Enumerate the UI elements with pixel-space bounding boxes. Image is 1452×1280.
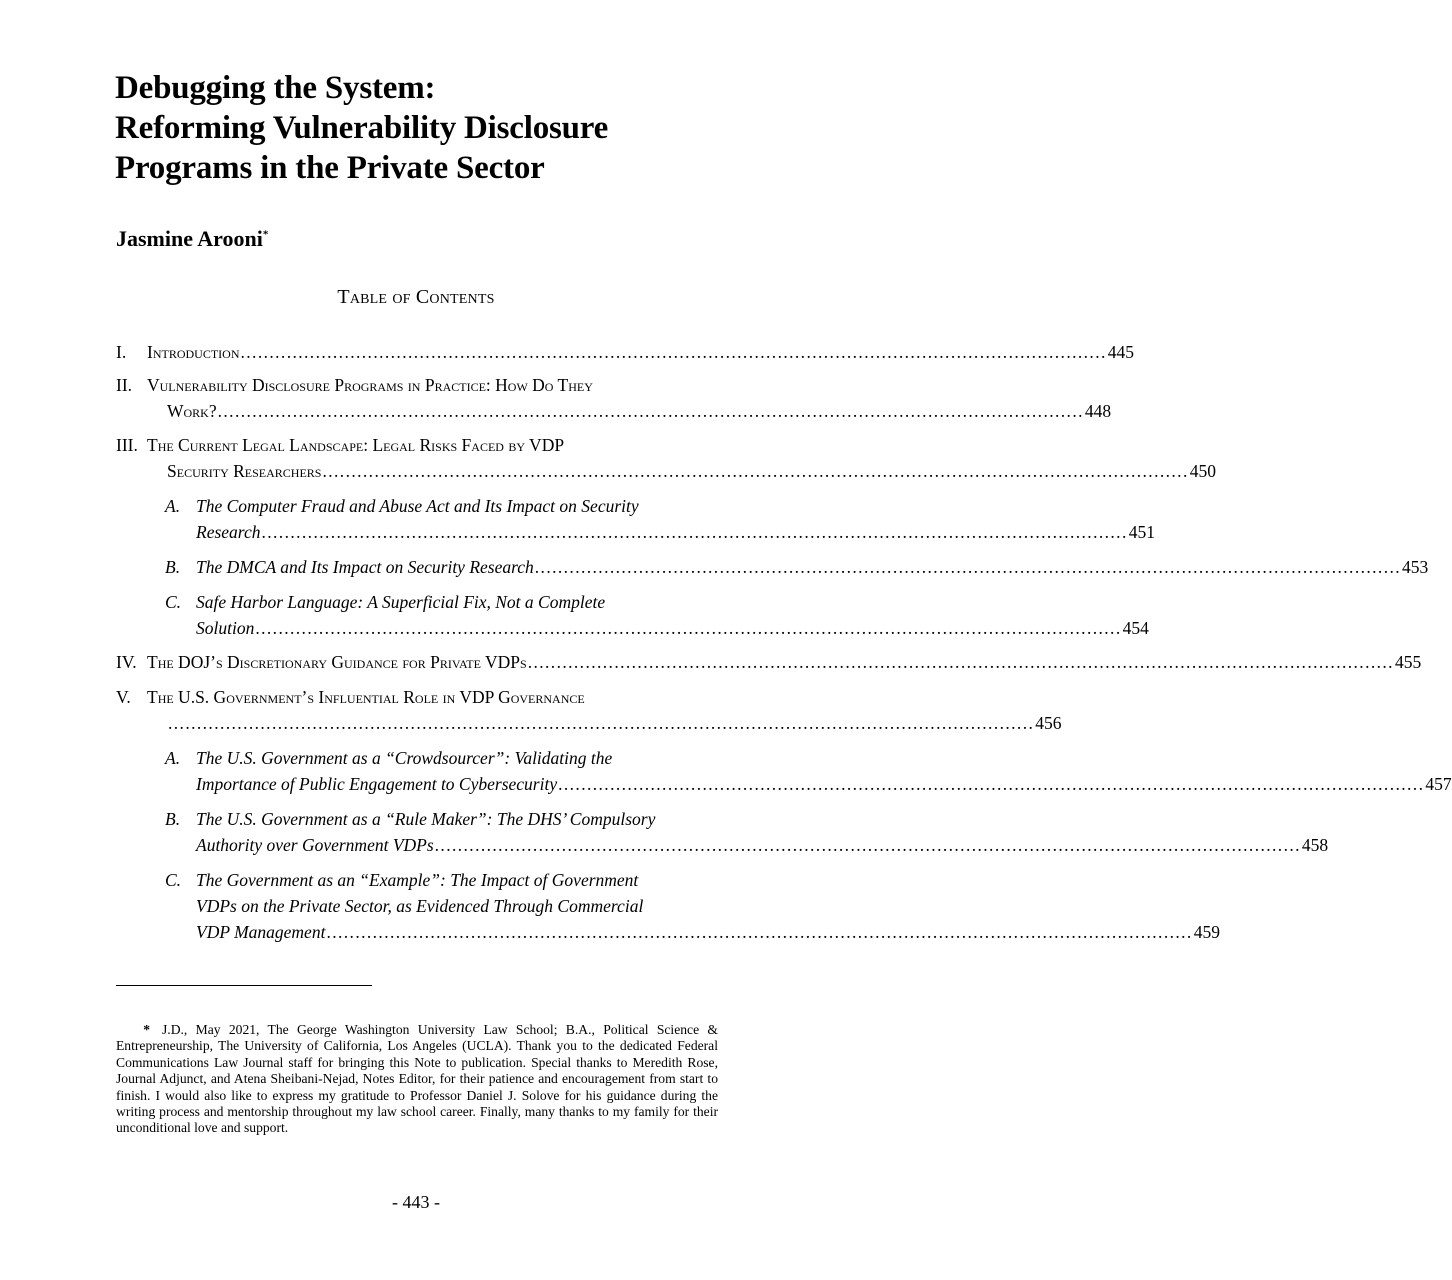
footnote-mark: * [143, 1022, 150, 1037]
toc-entry-line [167, 710, 1062, 736]
toc-entry-line [196, 519, 1155, 545]
toc-entry-number: B. [165, 557, 181, 577]
author-name [116, 226, 268, 252]
title-line: Reforming Vulnerability Disclosure [115, 110, 609, 146]
toc-page-number: 451 [1128, 522, 1155, 542]
toc-entry-line [147, 649, 1422, 675]
dot-leader: ...................................................................................................................................................... [434, 835, 1301, 855]
toc-entry-number: II. [116, 375, 133, 395]
title-line: Programs in the Private Sector [115, 150, 545, 186]
toc-page-number: 454 [1122, 618, 1149, 638]
toc-entry-title-continued: Security Researchers [167, 461, 322, 481]
toc-entry-number: III. [116, 435, 138, 455]
footnote [116, 1022, 718, 1137]
toc-page-number: 456 [1035, 713, 1062, 733]
page-number: - 443 - [392, 1192, 440, 1212]
dot-leader: ...................................................................................................................................................... [261, 522, 1128, 542]
toc-entry-title-continued: Authority over Government VDPs [196, 835, 434, 855]
toc-entry-title-continued: Work? [167, 401, 217, 421]
toc-entry-line [196, 919, 1220, 945]
toc-entry-title-continued: Solution [196, 618, 255, 638]
toc-entry-number: V. [116, 687, 131, 707]
toc-entry-line [196, 832, 1329, 858]
toc-entry-number: B. [165, 809, 181, 829]
toc-entry-title: The DOJ’s Discretionary Guidance for Private VDPs [147, 652, 527, 672]
toc-entry-number: I. [116, 342, 127, 362]
toc-entry-number: IV. [116, 652, 137, 672]
toc-entry-line [196, 615, 1149, 641]
footnote-text: J.D., May 2021, The George Washington University Law School; B.A., Political Science & Entrepreneurship, The University of California, Los Angeles (UCLA). Thank you to the dedicated Federal Communications Law Journal staff for bringing this Note to publication. Special thanks to Meredith Rose, Journal Adjunct, and Atena Sheibani-Nejad, Notes Editor, for their patience and encouragement from start to finish. I would also like to express my gratitude to Professor Daniel J. Solove for his guidance during the writing process and mentorship throughout my law school career. Finally, many thanks to my family for their unconditional love and support. [116, 1022, 718, 1136]
toc-page-number: 450 [1189, 461, 1216, 481]
toc-entry-title: Introduction [147, 342, 240, 362]
dot-leader: ...................................................................................................................................................... [217, 401, 1084, 421]
author-name-text: Jasmine Arooni [116, 226, 263, 251]
dot-leader: ...................................................................................................................................................... [558, 774, 1425, 794]
toc-entry-title: The Current Legal Landscape: Legal Risks Faced by VDP [147, 435, 565, 455]
toc-entry-title: The Computer Fraud and Abuse Act and Its Impact on Security [196, 496, 639, 516]
toc-entry-title: Vulnerability Disclosure Programs in Practice: How Do They [147, 375, 593, 395]
toc-page-number: 445 [1107, 342, 1134, 362]
toc-page-number: 455 [1394, 652, 1422, 672]
toc-entry-title: The DMCA and Its Impact on Security Research [196, 557, 534, 577]
article-title [115, 68, 735, 188]
toc-entry-number: A. [165, 496, 181, 516]
dot-leader: ...................................................................................................................................................... [527, 652, 1394, 672]
author-footnote-mark: * [262, 228, 269, 241]
toc-entry-title: The U.S. Government as a “Crowdsourcer”: Validating the [196, 748, 613, 768]
toc-entry-number: C. [165, 592, 182, 612]
toc-entry-line [167, 398, 1112, 424]
toc-entry-title: The U.S. Government as a “Rule Maker”: The DHS’ Compulsory [196, 809, 656, 829]
toc-entry-number: A. [165, 748, 181, 768]
toc-heading: Table of Contents [337, 286, 495, 308]
toc-page-number: 459 [1193, 922, 1220, 942]
toc-page-number: 448 [1084, 401, 1112, 421]
toc-entry-line [196, 554, 1429, 580]
toc-entry-title-continued: VDPs on the Private Sector, as Evidenced Through Commercial [196, 896, 644, 916]
dot-leader: ...................................................................................................................................................... [322, 461, 1189, 481]
toc-page-number: 453 [1402, 557, 1429, 577]
toc-page-number: 457 [1425, 774, 1452, 794]
dot-leader: ...................................................................................................................................................... [534, 557, 1402, 577]
toc-entry-title-continued: Importance of Public Engagement to Cybersecurity [196, 774, 558, 794]
dot-leader: ...................................................................................................................................................... [326, 922, 1193, 942]
toc-page-number: 458 [1301, 835, 1329, 855]
footnote-separator [116, 985, 372, 986]
toc-entry-title-continued: Research [196, 522, 261, 542]
toc-entry-line [196, 771, 1452, 797]
toc-entry-title: The Government as an “Example”: The Impact of Government [196, 870, 639, 890]
toc-entry-number: C. [165, 870, 182, 890]
toc-entry-line [167, 458, 1216, 484]
dot-leader: ...................................................................................................................................................... [255, 618, 1122, 638]
toc-entry-line [147, 339, 1134, 365]
dot-leader: ...................................................................................................................................................... [240, 342, 1107, 362]
dot-leader: ...................................................................................................................................................... [168, 713, 1035, 733]
toc-entry-title: Safe Harbor Language: A Superficial Fix, Not a Complete [196, 592, 606, 612]
toc-entry-title-continued: VDP Management [196, 922, 326, 942]
toc-entry-title: The U.S. Government’s Influential Role in VDP Governance [147, 687, 585, 707]
title-line: Debugging the System: [115, 70, 436, 106]
